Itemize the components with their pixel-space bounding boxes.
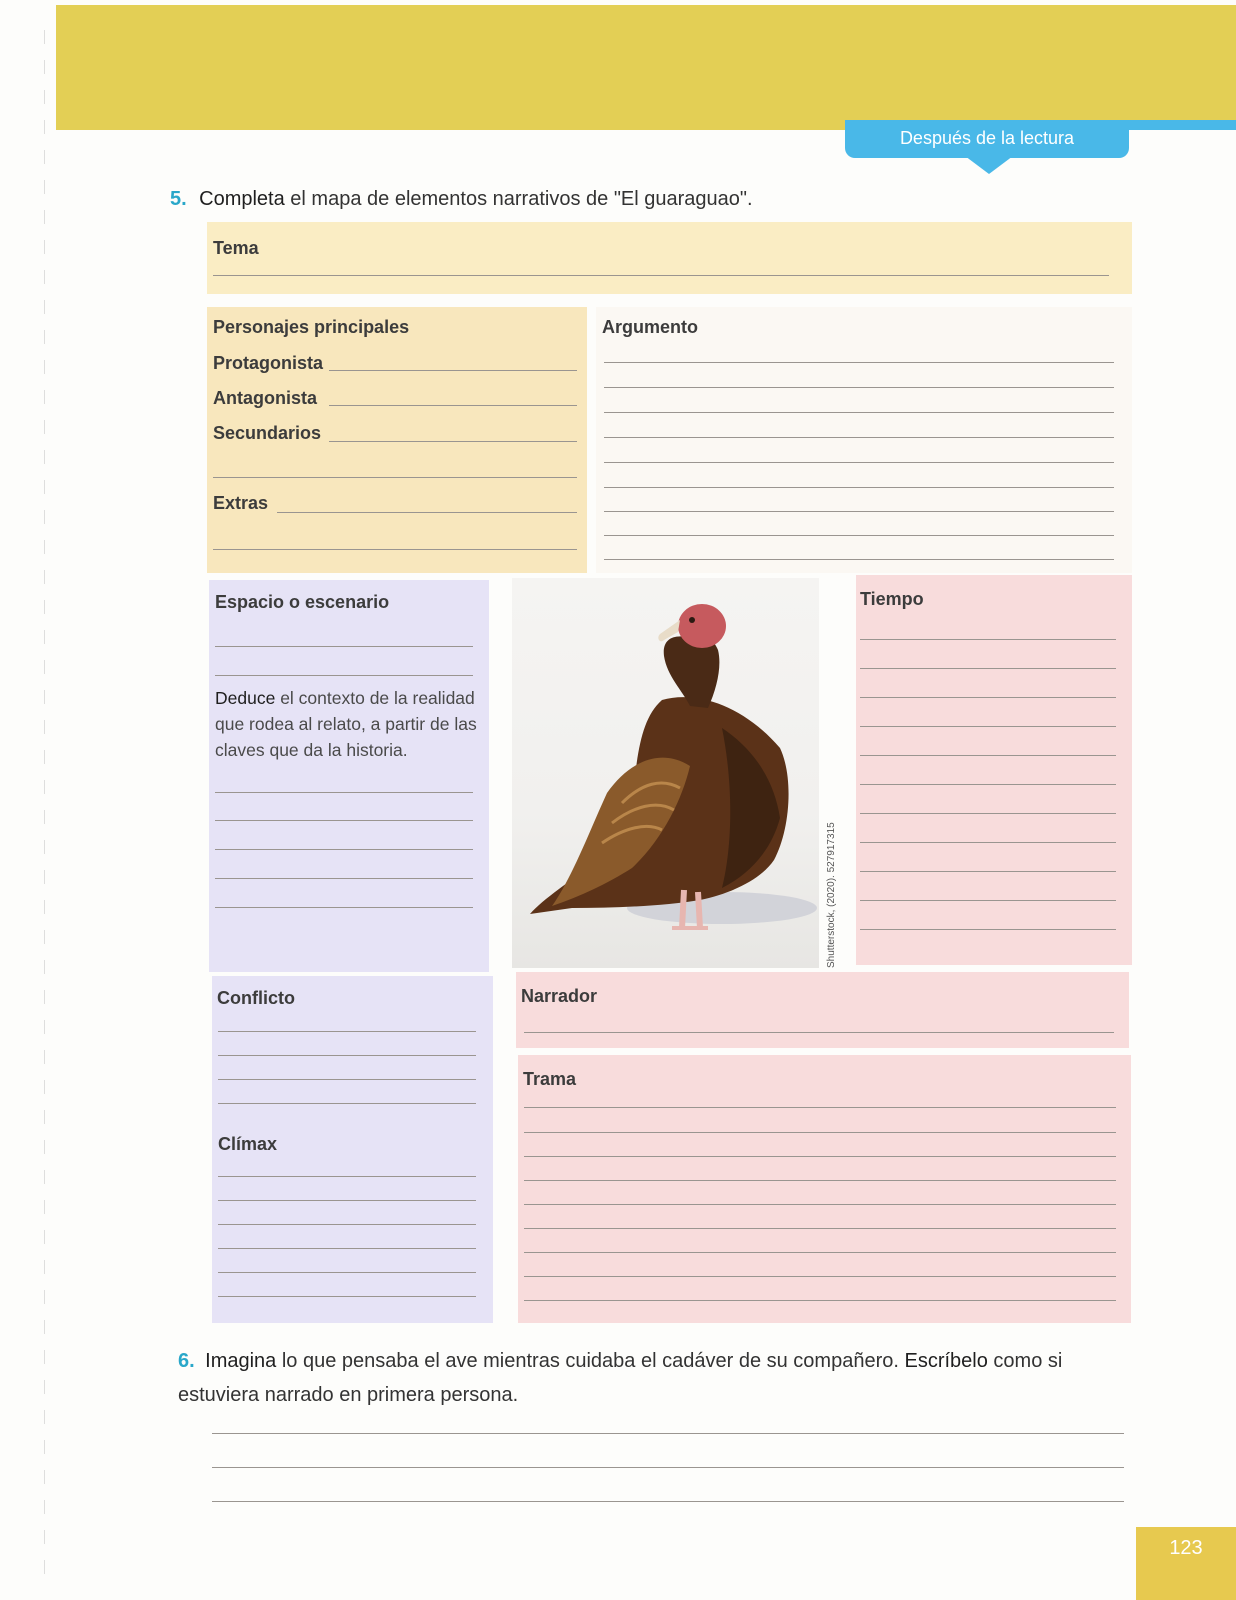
argumento-line[interactable] bbox=[604, 412, 1114, 413]
argumento-line[interactable] bbox=[604, 437, 1114, 438]
conflicto-answer-line[interactable] bbox=[218, 1079, 476, 1080]
climax-answer-line[interactable] bbox=[218, 1200, 476, 1201]
argumento-line[interactable] bbox=[604, 387, 1114, 388]
secundarios-answer-line[interactable] bbox=[329, 441, 577, 442]
narrador-answer-line[interactable] bbox=[524, 1032, 1114, 1033]
section-tab-notch bbox=[965, 156, 1013, 174]
antagonista-label: Antagonista bbox=[213, 388, 318, 408]
argumento-box bbox=[596, 307, 1132, 573]
espacio-hint-verb: Deduce bbox=[215, 688, 276, 708]
extras-answer-line[interactable] bbox=[277, 512, 577, 513]
espacio-answer-line[interactable] bbox=[215, 820, 473, 821]
trama-box bbox=[518, 1055, 1131, 1323]
question-5-text: el mapa de elementos narrativos de "El guaraguao". bbox=[284, 188, 753, 210]
page-number: 123 bbox=[1136, 1527, 1236, 1600]
conflicto-answer-line[interactable] bbox=[218, 1031, 476, 1032]
espacio-answer-line[interactable] bbox=[215, 849, 473, 850]
espacio-answer-line[interactable] bbox=[215, 792, 473, 793]
trama-answer-line[interactable] bbox=[524, 1180, 1116, 1181]
tiempo-box bbox=[856, 575, 1132, 965]
espacio-hint-text: el contexto de la realidad que rodea al relato, a partir de las claves que da la historia. bbox=[215, 688, 477, 760]
question-6-number: 6. bbox=[178, 1350, 195, 1372]
question-6-verb-escribelo: Escríbelo bbox=[904, 1350, 988, 1372]
vulture-illustration bbox=[512, 578, 819, 968]
question-6-text-1: lo que pensaba el ave mientras cuidaba el cadáver de su compañero. bbox=[276, 1350, 905, 1372]
climax-answer-line[interactable] bbox=[218, 1224, 476, 1225]
tiempo-answer-line[interactable] bbox=[860, 697, 1116, 698]
trama-answer-line[interactable] bbox=[524, 1228, 1116, 1229]
question-6-answer-line[interactable] bbox=[212, 1501, 1124, 1502]
tiempo-answer-line[interactable] bbox=[860, 871, 1116, 872]
photo-credit: Shutterstock, (2020). 527917315 bbox=[826, 822, 837, 968]
espacio-answer-line[interactable] bbox=[215, 878, 473, 879]
margin-guide bbox=[44, 30, 45, 1590]
argumento-line[interactable] bbox=[604, 487, 1114, 488]
question-6-answer-line[interactable] bbox=[212, 1433, 1124, 1434]
climax-answer-line[interactable] bbox=[218, 1248, 476, 1249]
protagonista-answer-line[interactable] bbox=[329, 370, 577, 371]
question-5-verb: Completa bbox=[199, 188, 285, 210]
header-tab-rule bbox=[1120, 120, 1236, 130]
tiempo-answer-line[interactable] bbox=[860, 842, 1116, 843]
climax-answer-line[interactable] bbox=[218, 1176, 476, 1177]
conflicto-answer-line[interactable] bbox=[218, 1055, 476, 1056]
trama-answer-line[interactable] bbox=[524, 1132, 1116, 1133]
personajes-box bbox=[207, 307, 587, 573]
protagonista-label: Protagonista bbox=[213, 353, 324, 373]
trama-answer-line[interactable] bbox=[524, 1107, 1116, 1108]
tema-answer-line[interactable] bbox=[213, 275, 1109, 276]
secundarios-label: Secundarios bbox=[213, 423, 322, 443]
tiempo-answer-line[interactable] bbox=[860, 929, 1116, 930]
argumento-label: Argumento bbox=[602, 317, 698, 337]
narrador-label: Narrador bbox=[521, 986, 598, 1006]
espacio-answer-line[interactable] bbox=[215, 907, 473, 908]
trama-answer-line[interactable] bbox=[524, 1252, 1116, 1253]
climax-label: Clímax bbox=[218, 1134, 278, 1154]
conflicto-climax-box bbox=[212, 976, 493, 1323]
personajes-title: Personajes principales bbox=[213, 317, 410, 337]
argumento-line[interactable] bbox=[604, 462, 1114, 463]
trama-label: Trama bbox=[523, 1069, 577, 1089]
narrador-box bbox=[516, 972, 1129, 1048]
question-5-number: 5. bbox=[170, 188, 187, 210]
argumento-line[interactable] bbox=[604, 535, 1114, 536]
question-5 bbox=[170, 188, 753, 211]
trama-answer-line[interactable] bbox=[524, 1156, 1116, 1157]
tiempo-label: Tiempo bbox=[860, 589, 924, 609]
tiempo-answer-line[interactable] bbox=[860, 668, 1116, 669]
trama-answer-line[interactable] bbox=[524, 1276, 1116, 1277]
espacio-answer-line[interactable] bbox=[215, 675, 473, 676]
antagonista-answer-line[interactable] bbox=[329, 405, 577, 406]
tiempo-answer-line[interactable] bbox=[860, 900, 1116, 901]
climax-answer-line[interactable] bbox=[218, 1296, 476, 1297]
extras-answer-line-2[interactable] bbox=[213, 549, 577, 550]
tema-box bbox=[207, 222, 1132, 294]
conflicto-answer-line[interactable] bbox=[218, 1103, 476, 1104]
espacio-box bbox=[209, 580, 489, 972]
tiempo-answer-line[interactable] bbox=[860, 784, 1116, 785]
question-6-verb-imagina: Imagina bbox=[205, 1350, 277, 1372]
section-tab: Después de la lectura bbox=[845, 120, 1129, 158]
tiempo-answer-line[interactable] bbox=[860, 639, 1116, 640]
tiempo-answer-line[interactable] bbox=[860, 813, 1116, 814]
vulture-photo bbox=[512, 578, 819, 968]
espacio-hint bbox=[215, 685, 485, 763]
tiempo-answer-line[interactable] bbox=[860, 726, 1116, 727]
question-6-answer-line[interactable] bbox=[212, 1467, 1124, 1468]
extras-label: Extras bbox=[213, 493, 269, 513]
question-6 bbox=[178, 1345, 1138, 1413]
question-6-text-2: como si estuviera narrado en primera persona. bbox=[178, 1350, 1063, 1406]
espacio-label: Espacio o escenario bbox=[215, 592, 390, 612]
climax-answer-line[interactable] bbox=[218, 1272, 476, 1273]
tiempo-answer-line[interactable] bbox=[860, 755, 1116, 756]
header-band bbox=[56, 5, 1236, 130]
argumento-line[interactable] bbox=[604, 362, 1114, 363]
trama-answer-line[interactable] bbox=[524, 1300, 1116, 1301]
conflicto-label: Conflicto bbox=[217, 988, 295, 1008]
secundarios-answer-line-2[interactable] bbox=[213, 477, 577, 478]
espacio-answer-line[interactable] bbox=[215, 646, 473, 647]
tema-label: Tema bbox=[213, 238, 259, 258]
argumento-line[interactable] bbox=[604, 511, 1114, 512]
trama-answer-line[interactable] bbox=[524, 1204, 1116, 1205]
argumento-line[interactable] bbox=[604, 559, 1114, 560]
